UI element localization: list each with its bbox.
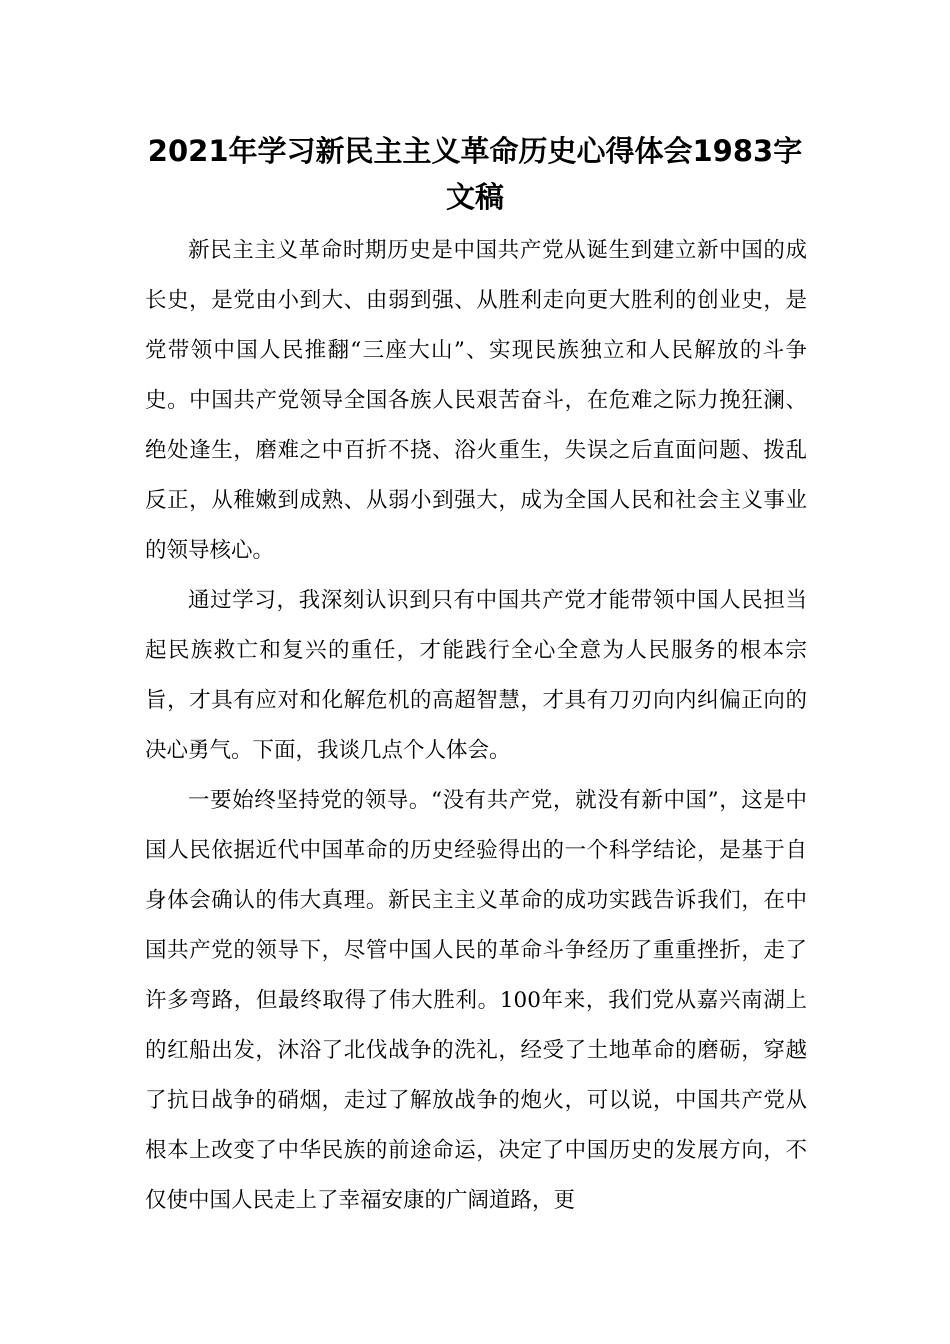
- paragraph-party-leadership: 一要始终坚持党的领导。“没有共产党，就没有新中国”，这是中国人民依据近代中国革命的历史经验得出的一个科学结论，是基于自身体会确认的伟大真理。新民主主义革命的成功实践告诉我们，在中国共产党的领导下，尽管中国人民的革命斗争经历了重重挫折，走了许多弯路，但最终取得了伟大胜利。100年来，我们党从嘉兴南湖上的红船出发，沐浴了北伐战争的洗礼，经受了土地革命的磨砺，穿越了抗日战争的硝烟，走过了解放战争的炮火，可以说，中国共产党从根本上改变了中华民族的前途命运，决定了中国历史的发展方向，不仅使中国人民走上了幸福安康的广阔道路，更: [145, 788, 807, 1213]
- document-body: [145, 226, 807, 1226]
- document-title: 2021年学习新民主主义革命历史心得体会1983字文稿: [147, 134, 803, 214]
- paragraph-intro: 新民主主义革命时期历史是中国共产党从诞生到建立新中国的成长史，是党由小到大、由弱到强、从胜利走向更大胜利的创业史，是党带领中国人民推翻“三座大山”、实现民族独立和人民解放的斗争史。中国共产党领导全国各族人民艰苦奋斗，在危难之际力挽狂澜、绝处逢生，磨难之中百折不挠、浴火重生，失误之后直面问题、拨乱反正，从稚嫩到成熟、从弱小到强大，成为全国人民和社会主义事业的领导核心。: [145, 238, 807, 563]
- paragraph-learning: 通过学习，我深刻认识到只有中国共产党才能带领中国人民担当起民族救亡和复兴的重任，才能践行全心全意为人民服务的根本宗旨，才具有应对和化解危机的高超智慧，才具有刀刃向内纠偏正向的决心勇气。下面，我谈几点个人体会。: [145, 588, 807, 763]
